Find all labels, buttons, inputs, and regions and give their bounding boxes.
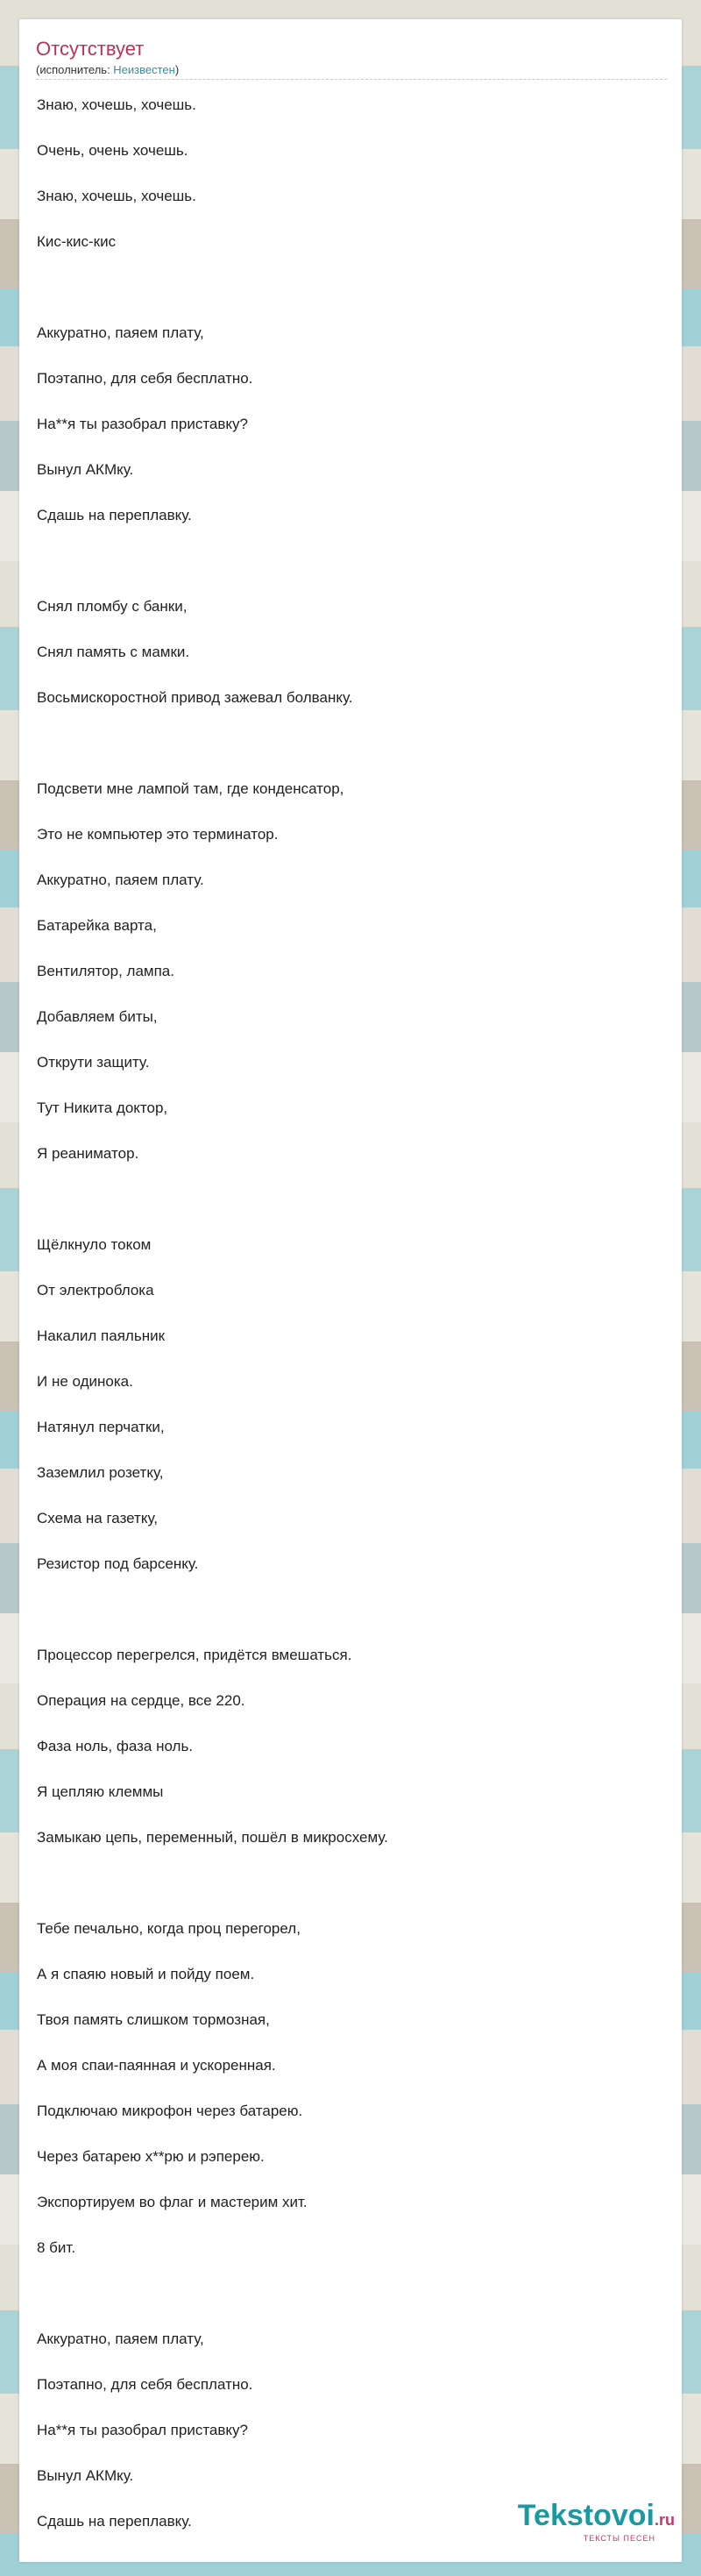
song-title: Отсутствует (36, 38, 145, 60)
lyric-line: Через батарею х**рю и рэперею. (37, 2148, 265, 2165)
lyric-line: Снял пломбу с банки, (37, 598, 188, 615)
lyric-line: Резистор под барсенку. (37, 1555, 199, 1572)
logo-name: Tekstovoi (517, 2499, 655, 2532)
lyric-line: Вынул АКМку. (37, 461, 134, 478)
site-logo[interactable] (518, 2500, 675, 2543)
stanza-gap (37, 721, 668, 766)
lyric-line: Аккуратно, паяем плату, (37, 2330, 204, 2347)
artist-link[interactable]: Неизвестен (113, 63, 175, 76)
lyric-line: Знаю, хочешь, хочешь. (37, 188, 196, 204)
lyric-line: Открути защиту. (37, 1054, 150, 1071)
stanza-gap (37, 1587, 668, 1633)
stanza-gap (37, 1861, 668, 1906)
stanza-gap (37, 1177, 668, 1222)
artist-suffix: ) (174, 63, 180, 76)
lyric-line: Батарейка варта, (37, 917, 157, 934)
lyric-line: Накалил паяльник (37, 1327, 166, 1344)
lyric-line: И не одинока. (37, 1373, 133, 1390)
lyric-line: Поэтапно, для себя бесплатно. (37, 2376, 253, 2393)
lyric-line: А моя спаи-паянная и ускоренная. (37, 2057, 276, 2074)
lyric-line: Снял память с мамки. (37, 644, 190, 660)
lyric-line: Сдашь на переплавку. (37, 2513, 192, 2530)
lyric-line: Я цепляю клеммы (37, 1783, 164, 1800)
lyric-line: Кис-кис-кис (37, 233, 117, 250)
lyric-line: Сдашь на переплавку. (37, 507, 192, 523)
lyric-line: Тут Никита доктор, (37, 1099, 168, 1116)
lyric-line: Аккуратно, паяем плату. (37, 872, 204, 888)
lyric-line: Поэтапно, для себя бесплатно. (37, 370, 253, 387)
lyric-line: Схема на газетку, (37, 1510, 158, 1526)
header-divider (36, 79, 667, 80)
lyric-line: Добавляем биты, (37, 1008, 158, 1025)
stanza-gap (37, 2271, 668, 2316)
logo-wordmark (518, 2500, 675, 2536)
lyric-line: Фаза ноль, фаза ноль. (37, 1738, 194, 1754)
lyric-line: Процессор перегрелся, придётся вмешаться. (37, 1647, 352, 1663)
artist-prefix: (исполнитель: (36, 63, 114, 76)
lyric-line: Экспортируем во флаг и мастерим хит. (37, 2194, 308, 2210)
lyric-line: Это не компьютер это терминатор. (37, 826, 279, 843)
lyric-line: Операция на сердце, все 220. (37, 1692, 245, 1709)
lyric-line: Заземлил розетку, (37, 1464, 164, 1481)
lyric-line: Вентилятор, лампа. (37, 963, 174, 979)
stanza-gap (37, 538, 668, 584)
lyric-line: Подключаю микрофон через батарею. (37, 2103, 303, 2119)
lyric-line: От электроблока (37, 1282, 154, 1299)
lyric-line: Твоя память слишком тормозная, (37, 2011, 270, 2028)
lyric-line: Тебе печально, когда проц перегорел, (37, 1920, 301, 1937)
artist-line (36, 63, 179, 77)
lyric-line: На**я ты разобрал приставку? (37, 416, 249, 432)
lyric-line: 8 бит. (37, 2239, 76, 2256)
lyric-line: Щёлкнуло током (37, 1236, 152, 1253)
lyric-line: Аккуратно, паяем плату, (37, 324, 204, 341)
lyric-line: Очень, очень хочешь. (37, 142, 188, 159)
logo-tagline: ТЕКСТЫ ПЕСЕН (583, 2534, 655, 2543)
lyric-line: Я реаниматор. (37, 1145, 139, 1162)
lyric-line: Натянул перчатки, (37, 1419, 165, 1435)
lyric-line: А я спаяю новый и пойду поем. (37, 1966, 255, 1982)
logo-tld: .ru (654, 2511, 675, 2529)
lyric-line: Знаю, хочешь, хочешь. (37, 96, 196, 113)
content-card (19, 19, 682, 2562)
lyric-line: Подсвети мне лампой там, где конденсатор, (37, 780, 344, 797)
lyric-line: Вынул АКМку. (37, 2467, 134, 2484)
lyric-line: Замыкаю цепь, переменный, пошёл в микросхему. (37, 1829, 388, 1846)
lyric-line: Восьмискоростной привод зажевал болванку. (37, 689, 353, 706)
lyric-line: На**я ты разобрал приставку? (37, 2422, 249, 2438)
stanza-gap (37, 265, 668, 310)
lyrics-text (37, 82, 668, 2544)
